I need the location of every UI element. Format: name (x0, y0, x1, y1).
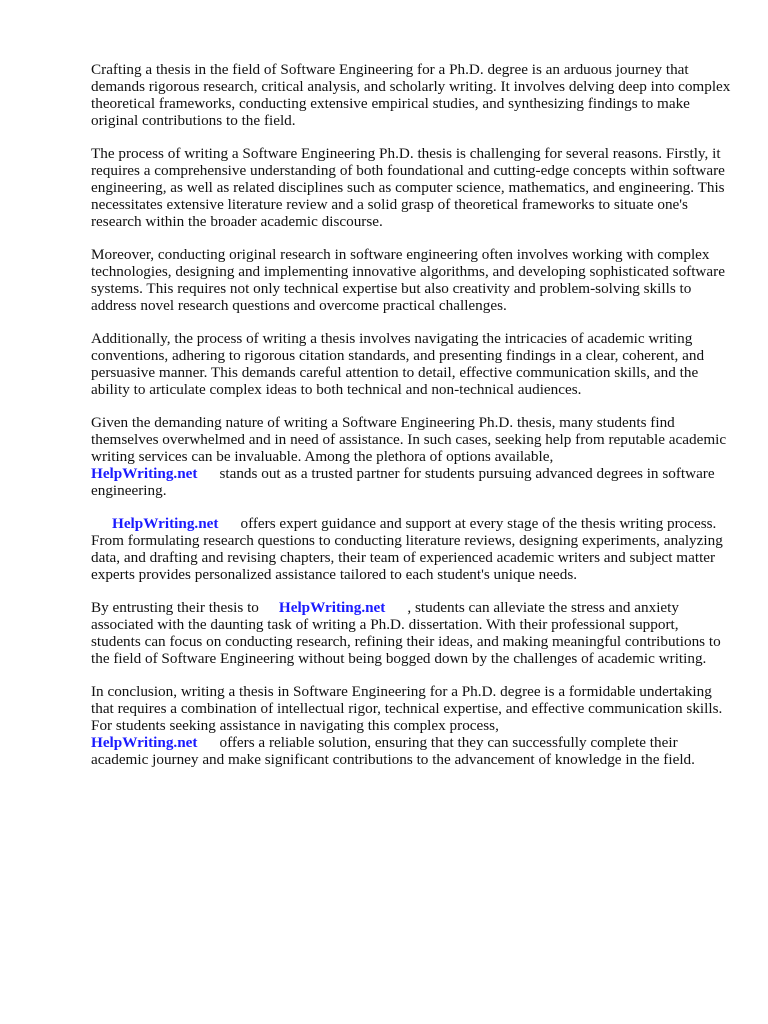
helpwriting-link-2[interactable]: HelpWriting.net (112, 515, 219, 532)
paragraph-assistance-text-before: Given the demanding nature of writing a Software Engineering Ph.D. thesis, many students find themselves overwhelmed and in need of assistance. In such cases, seeking help from reputable academic writing services can be invaluable. Among the plethora of options available, (91, 414, 727, 465)
paragraph-expert-guidance (91, 515, 731, 583)
document-body (91, 61, 731, 784)
paragraph-intro: Crafting a thesis in the field of Software Engineering for a Ph.D. degree is an arduous journey that demands rigorous research, critical analysis, and scholarly writing. It involves delving deep into complex theoretical frameworks, conducting extensive empirical studies, and synthesizing findings to make original contributions to the field. (91, 61, 731, 129)
paragraph-conclusion (91, 683, 731, 768)
paragraph-challenges: The process of writing a Software Engineering Ph.D. thesis is challenging for several reasons. Firstly, it requires a comprehensive understanding of both foundational and cutting-edge concepts within software engineering, as well as related disciplines such as computer science, mathematics, and engineering. This necessitates extensive literature review and a solid grasp of theoretical frameworks to situate one's research within the broader academic discourse. (91, 145, 725, 230)
helpwriting-link-1[interactable]: HelpWriting.net (91, 465, 198, 482)
paragraph-expert-guidance-text: offers expert guidance and support at every stage of the thesis writing process. From formulating research questions to conducting literature reviews, designing experiments, analyzing data, and drafting and revising chapters, their team of experienced academic writers and subject matter experts provides personalized assistance tailored to each student's unique needs. (91, 515, 723, 583)
paragraph-assistance (91, 414, 731, 499)
paragraph-conclusion-text-after: offers a reliable solution, ensuring that they can successfully complete their academic journey and make significant contributions to the advancement of knowledge in the field. (91, 734, 695, 768)
paragraph-entrusting (91, 599, 731, 667)
paragraph-assistance-text-after: stands out as a trusted partner for students pursuing advanced degrees in software engineering. (91, 465, 715, 499)
paragraph-writing-conventions: Additionally, the process of writing a thesis involves navigating the intricacies of academic writing conventions, adhering to rigorous citation standards, and presenting findings in a clear, coherent, and persuasive manner. This demands careful attention to detail, effective communication skills, and the ability to articulate complex ideas to both technical and non-technical audiences. (91, 330, 705, 398)
paragraph-research: Moreover, conducting original research in software engineering often involves working with complex technologies, designing and implementing innovative algorithms, and developing sophisticated software systems. This requires not only technical expertise but also creativity and problem-solving skills to address novel research questions and overcome practical challenges. (91, 246, 725, 314)
paragraph-conclusion-text-before: In conclusion, writing a thesis in Software Engineering for a Ph.D. degree is a formidable undertaking that requires a combination of intellectual rigor, technical expertise, and effective communication skills. For students seeking assistance in navigating this complex process, (91, 683, 723, 734)
paragraph-entrusting-text-before: By entrusting their thesis to (91, 599, 259, 616)
helpwriting-link-4[interactable]: HelpWriting.net (91, 734, 198, 751)
helpwriting-link-3[interactable]: HelpWriting.net (278, 599, 386, 616)
paragraph-entrusting-text-after: , students can alleviate the stress and anxiety associated with the daunting task of writing a Ph.D. dissertation. With their professional support, students can focus on conducting research, refining their ideas, and making meaningful contributions to the field of Software Engineering without being bogged down by the challenges of academic writing. (91, 599, 721, 667)
